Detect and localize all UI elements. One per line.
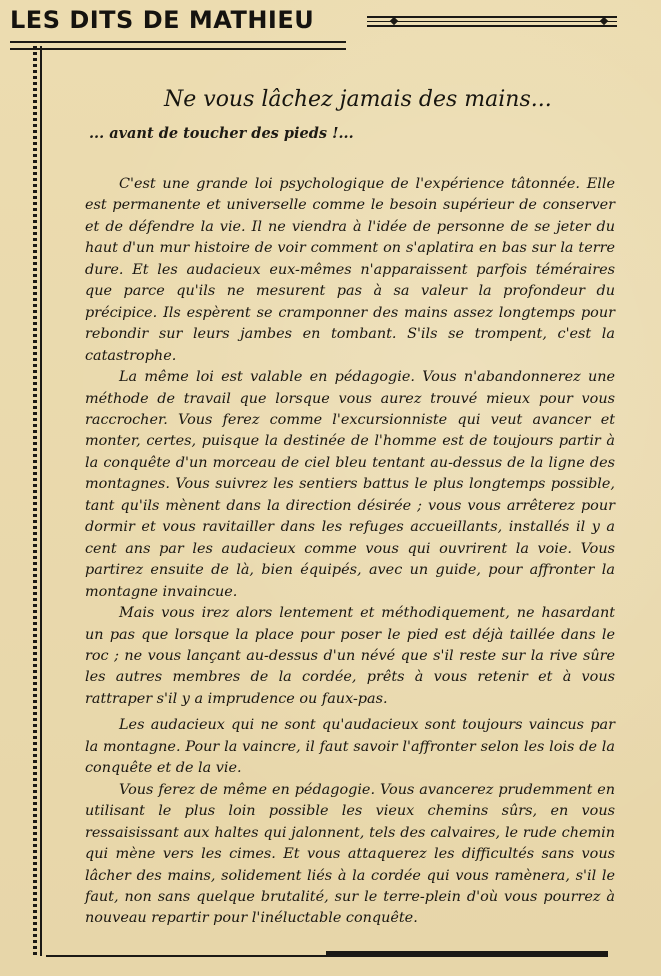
ornament-diamond-icon [600,17,608,25]
header-rule [10,41,346,50]
article-title: Ne vous lâchez jamais des mains... [164,87,552,112]
ornament-diamond-icon [390,17,398,25]
ornament-line-middle [367,21,617,22]
paragraph: C'est une grande loi psychologique de l'expérience tâtonnée. Elle est permanente et universelle comme le besoin supérieur de conserver et de défendre la vie. Il ne viendra à l'idée de personne de se jeter du haut d'un mur histoire de voir comment on s'aplatira en bas sur la terre dure. Et les audacieux eux-mêmes n'apparaissent parfois téméraires que parce qu'ils ne mesurent pas à sa valeur la profondeur du précipice. Ils espèrent se cramponner des mains assez longtemps pour rebondir sur leurs jambes en tombant. S'ils se trompent, c'est la catastrophe. [85,176,615,364]
article-subtitle: ... avant de toucher des pieds !... [89,125,354,142]
left-border-solid [40,46,42,956]
article-body [85,174,615,930]
ornament-line-bottom [367,25,617,27]
paragraph: Les audacieux qui ne sont qu'audacieux sont toujours vaincus par la montagne. Pour la vaincre, il faut savoir l'affronter selon les lois de la conquête et de la vie. [85,717,615,777]
header-ornament [367,14,617,30]
left-border-dotted [33,46,37,956]
column-title: LES DITS DE MATHIEU [10,6,315,34]
paragraph: La même loi est valable en pédagogie. Vous n'abandonnerez une méthode de travail que lorsque vous aurez trouvé mieux pour vous raccrocher. Vous ferez comme l'excursionniste qui veut avancer et monter, certes, puisque la destinée de l'homme est de toujours partir à la conquête d'un morceau de ciel bleu tentant au-dessus de la ligne des montagnes. Vous suivrez les sentiers battus le plus longtemps possible, tant qu'ils mènent dans la direction désirée ; vous vous arrêterez pour dormir et vous ravitailler dans les refuges accueillants, installés il y a cent ans par les audacieux comme vous qui ouvrirent la voie. Vous partirez ensuite de là, bien équipés, avec un guide, pour affronter la montagne invaincue. [85,369,615,600]
paragraph: Vous ferez de même en pédagogie. Vous avancerez prudemment en utilisant le plus loin possible les vieux chemins sûrs, en vous ressaisissant aux haltes qui jalonnent, tels des calvaires, le rude chemin qui mène vers les cimes. Et vous attaquerez les difficultés sans vous lâcher des mains, solidement liés à la cordée qui vous ramènera, s'il le faut, non sans quelque brutalité, sur le terre-plein d'où vous pourrez à nouveau repartir pour l'inéluctable conquête. [85,781,615,927]
ornament-line-top [367,16,617,18]
paragraph: Mais vous irez alors lentement et méthodiquement, ne hasardant un pas que lorsque la place pour poser le pied est déjà taillée dans le roc ; ne vous lançant au-dessus d'un névé que s'il reste sur la rive sûre les autres membres de la cordée, prêts à vous retenir et à vous rattraper s'il y a imprudence ou faux-pas. [85,605,615,707]
bottom-bar [326,951,608,957]
